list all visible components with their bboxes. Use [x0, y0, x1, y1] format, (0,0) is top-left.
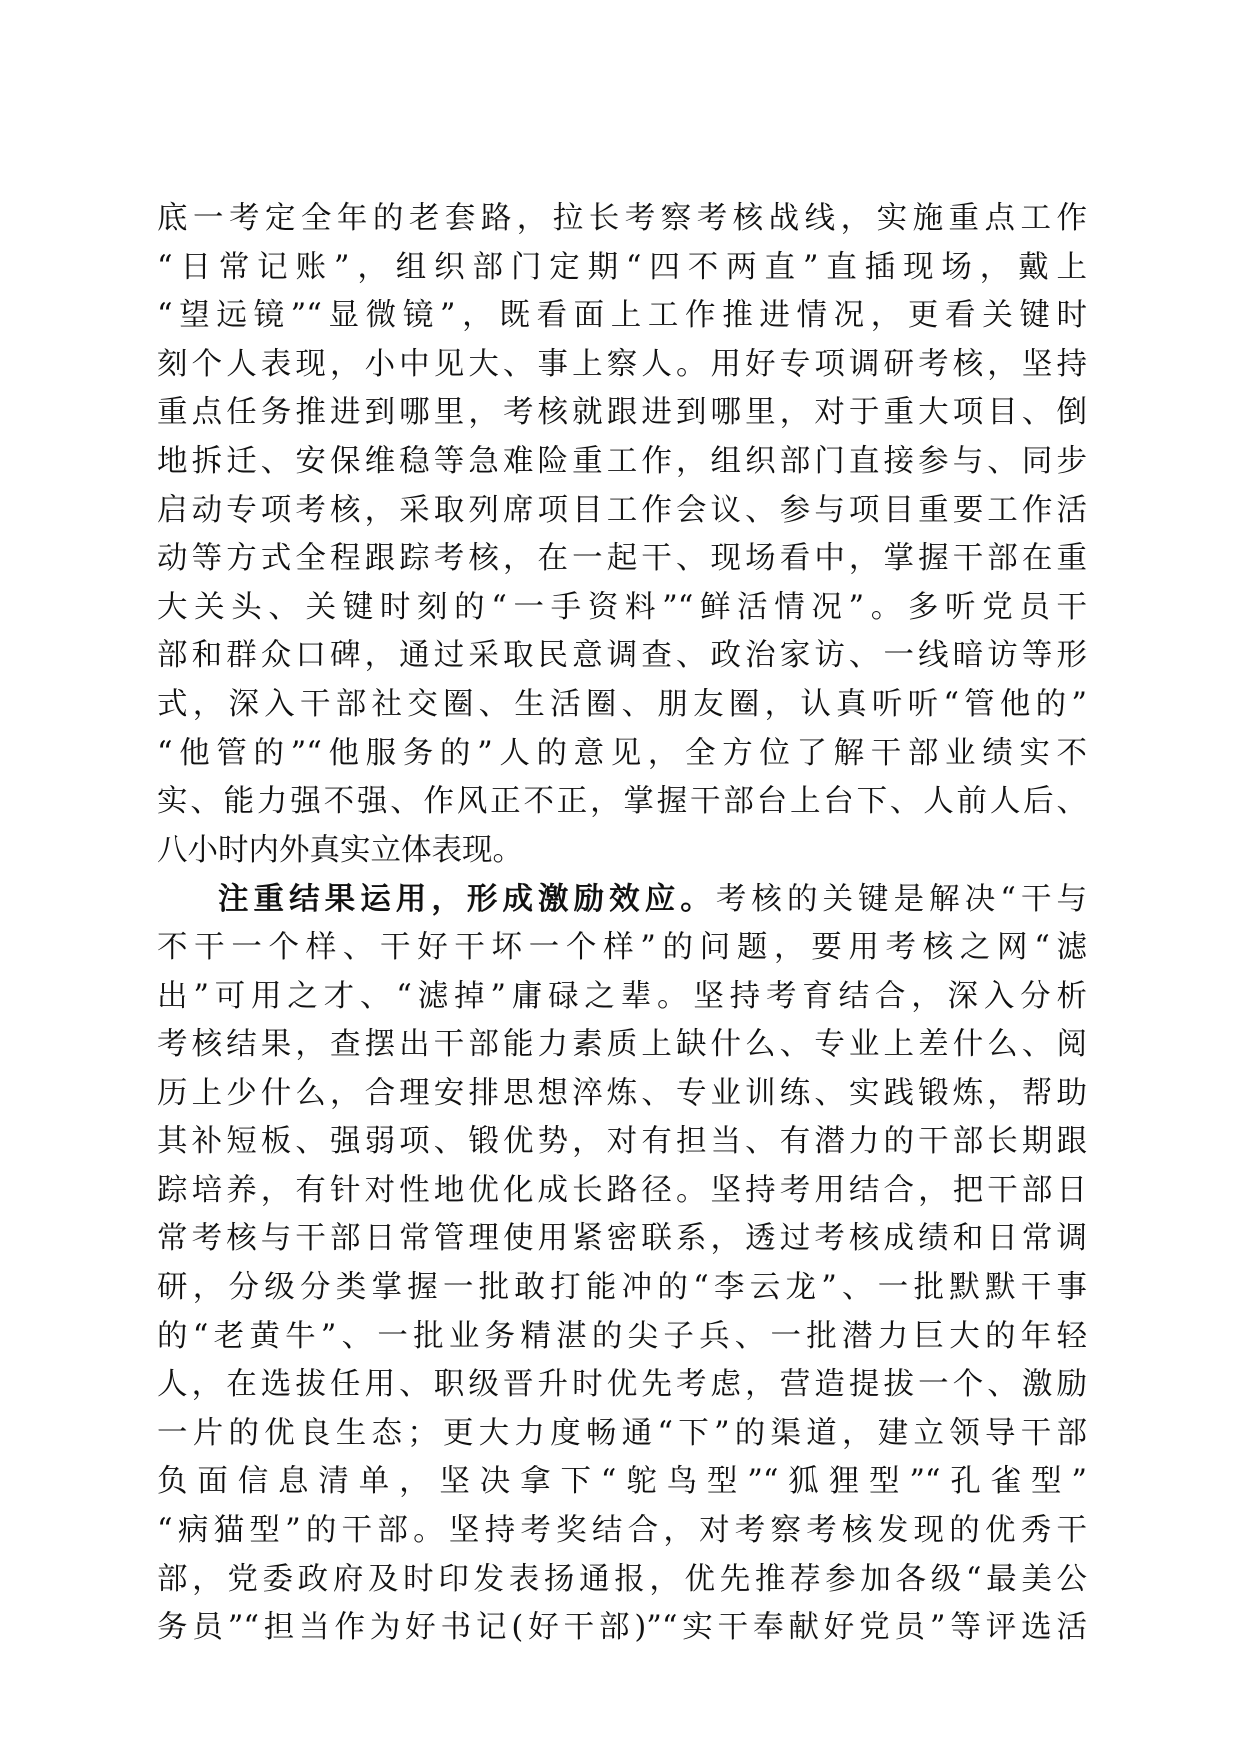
- paragraph-first-line: [157, 875, 1087, 924]
- paragraph-line: 动等方式全程跟踪考核，在一起干、现场看中，掌握干部在重: [157, 541, 1087, 577]
- paragraph-1: [157, 195, 1087, 875]
- paragraph-line: 其补短板、强弱项、锻优势，对有担当、有潜力的干部长期跟: [157, 1124, 1087, 1160]
- paragraph-line: 地拆迁、安保维稳等急难险重工作，组织部门直接参与、同步: [157, 443, 1087, 479]
- paragraph-line: 人，在选拔任用、职级晋升时优先考虑，营造提拔一个、激励: [157, 1367, 1087, 1403]
- paragraph-2: [157, 875, 1087, 1653]
- paragraph-line: “望远镜”“显微镜”，既看面上工作推进情况，更看关键时: [157, 298, 1087, 334]
- paragraph-line: 部，党委政府及时印发表扬通报，优先推荐参加各级“最美公: [157, 1561, 1087, 1597]
- document-body: [157, 195, 1087, 1653]
- paragraph-line: 出”可用之才、“滤掉”庸碌之辈。坚持考育结合，深入分析: [157, 978, 1087, 1014]
- paragraph-line: 的“老黄牛”、一批业务精湛的尖子兵、一批潜力巨大的年轻: [157, 1318, 1087, 1354]
- paragraph-line: 考核结果，查摆出干部能力素质上缺什么、专业上差什么、阅: [157, 1027, 1087, 1063]
- paragraph-line: 刻个人表现，小中见大、事上察人。用好专项调研考核，坚持: [157, 346, 1087, 382]
- paragraph-line: “他管的”“他服务的”人的意见，全方位了解干部业绩实不: [157, 735, 1087, 771]
- paragraph-heading: 注重结果运用，形成激励效应。: [218, 881, 716, 918]
- paragraph-line: 底一考定全年的老套路，拉长考察考核战线，实施重点工作: [157, 201, 1087, 236]
- paragraph-line: 务员”“担当作为好书记(好干部)”“实干奉献好党员”等评选活: [157, 1610, 1087, 1646]
- paragraph-line: 常考核与干部日常管理使用紧密联系，透过考核成绩和日常调: [157, 1221, 1087, 1257]
- paragraph-line: 式，深入干部社交圈、生活圈、朋友圈，认真听听“管他的”: [157, 686, 1087, 722]
- paragraph-line: 历上少什么，合理安排思想淬炼、专业训练、实践锻炼，帮助: [157, 1075, 1087, 1111]
- paragraph-line: 负面信息清单，坚决拿下“鸵鸟型”“狐狸型”“孔雀型”: [157, 1464, 1087, 1500]
- paragraph-line: 八小时内外真实立体表现。: [157, 832, 523, 868]
- paragraph-line: 启动专项考核，采取列席项目工作会议、参与项目重要工作活: [157, 492, 1087, 528]
- paragraph-line: 重点任务推进到哪里，考核就跟进到哪里，对于重大项目、倒: [157, 395, 1087, 431]
- paragraph-line: 研，分级分类掌握一批敢打能冲的“李云龙”、一批默默干事: [157, 1270, 1087, 1306]
- paragraph-line: 实、能力强不强、作风正不正，掌握干部台上台下、人前人后、: [157, 784, 1087, 820]
- paragraph-first-line-text: 考核的关键是解决“干与: [715, 882, 1087, 918]
- paragraph-line: 部和群众口碑，通过采取民意调查、政治家访、一线暗访等形: [157, 638, 1087, 674]
- paragraph-line: “日常记账”，组织部门定期“四不两直”直插现场，戴上: [157, 249, 1087, 285]
- paragraph-line: 踪培养，有针对性地优化成长路径。坚持考用结合，把干部日: [157, 1172, 1087, 1208]
- paragraph-line: 大关头、关键时刻的“一手资料”“鲜活情况”。多听党员干: [157, 589, 1087, 625]
- paragraph-line: 一片的优良生态；更大力度畅通“下”的渠道，建立领导干部: [157, 1415, 1087, 1451]
- paragraph-line: 不干一个样、干好干坏一个样”的问题，要用考核之网“滤: [157, 929, 1087, 965]
- paragraph-line: “病猫型”的干部。坚持考奖结合，对考察考核发现的优秀干: [157, 1513, 1087, 1549]
